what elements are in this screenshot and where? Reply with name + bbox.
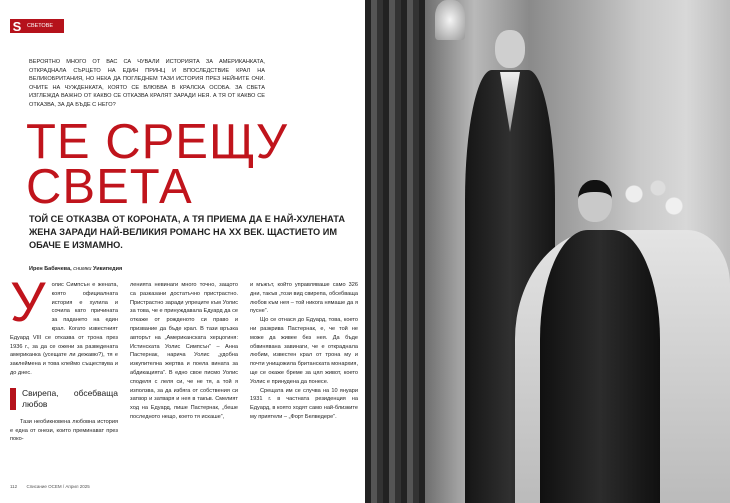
section-label: СВЕТОВЕ	[27, 23, 54, 29]
paragraph: Срещата им се случва на 10 януари 1931 г. в частната резиденция на Едуард, в която ходят само най-близките му приятели – „Форт Белведере“.	[250, 387, 358, 420]
paragraph: ленията невинаги много точно, защото са разказани достатъчно пристрастно. Пристрастно заради упреците към Уолис за това, че е принуждавала Едуард да се откаже от рожденото си право и призвание да бъде крал. В тази връзка авторът на „Американската херцогиня: Истинската Уолис Симпсън“ – Анна Пастернак, нарича Уолис „удобна изкупителна жертва и поела вината за абдикацията“. В едно свое писмо Уолис споделя с леля си, че не тя, а той я използва, за да избяга от собствения си затвор и затваря и нея в такъв. Смелият ход на Едуард, пише Пастернак, „беше последното нещо, което тя искаше“,	[130, 282, 238, 420]
headline	[26, 115, 289, 214]
article-subhead: Свирепа, обсебваща любов	[10, 388, 118, 410]
photo-couple	[365, 0, 730, 503]
paragraph: Тази необикновена любовна история е една от онези, които преминават през поко-	[10, 418, 118, 443]
article-column-1	[10, 270, 118, 444]
author: Ирен Бабачева,	[29, 266, 72, 272]
photos-label: снимки	[73, 266, 92, 272]
article-column-2	[130, 281, 238, 422]
paragraph: Що се отнася до Едуард, това, което ни разкрива Пастернак, е, че той не може да живее без нея. Да бъде обвинявана завинаги, че е откраднала любим, известен крал от трона му и почти унищожила британската монархия, ще се окаже бреме за цял живот, което Уолис е принудена да понесе.	[250, 317, 358, 385]
headline-line1: ТЕ СРЕЩУ	[26, 115, 289, 169]
curtain	[365, 0, 425, 503]
paragraph: и мъжът, който управляваше само 326 дни, такъв „този вид свирепа, обсебваща любов към нея – той никога нямаше да я пусне“.	[250, 282, 358, 315]
intro-text: ВЕРОЯТНО МНОГО ОТ ВАС СА ЧУВАЛИ ИСТОРИЯТА ЗА АМЕРИКАНКАТА, ОТКРАДНАЛА СЪРЦЕТО НА ЕДИН ПРИНЦ И ВПОСЛЕДСТВИЕ КРАЛ НА ВЕЛИКОБРИТАНИЯ, НО НЕКА ДА ПОГЛЕДНЕМ ТАЗИ ИСТОРИЯ ПРЕЗ НЕЙНИТЕ ОЧИ. ОЧИТЕ НА ЧУЖДЕНКАТА, КОЯТО СЕ ВЛЮБВА В КРАЛСКА ОСОБА. ЗА СВЕТА ИЗГЛЕЖДА ВАЖНО ОТ КАКВО СЕ ОТКАЗВА КРАЛЯТ ЗАРАДИ НЕЯ. А ТЯ ОТ КАКВО СЕ ОТКАЗВА, ЗА ДА БЪДЕ С НЕГО?	[29, 59, 265, 108]
section-tag	[10, 19, 64, 33]
page-number: 112	[10, 484, 18, 489]
page-footer	[10, 484, 98, 489]
article-column-3	[250, 281, 358, 422]
subheadline: ТОЙ СЕ ОТКАЗВА ОТ КОРОНАТА, А ТЯ ПРИЕМА ДА Е НАЙ-ХУЛЕНАТА ЖЕНА ЗАРАДИ НАЙ-ВЕЛИКИЯ РОМАНС НА XX ВЕК. ЩАСТИЕТО ИМ ОБАЧЕ Е ИЗМАМНО.	[29, 214, 345, 250]
magazine-issue: Списание ОСЕМ / Април 2025	[26, 484, 90, 489]
seated-woman	[530, 180, 670, 503]
headline-line2: СВЕТА	[26, 160, 193, 214]
photos-credit: Уикипедия	[93, 266, 123, 272]
section-logo-icon: S	[12, 18, 22, 34]
paragraph: олис Симпсън е жената, която официалната история е хулила и сочила като причината за падането на един крал. Когато известният Едуард VIII се отказва от трона през 1936 г., за да се ожени за разведената американка (усещате ли дежавю?), тя е заклеймена и това клеймо съществува и до днес.	[10, 282, 118, 376]
drop-cap: У	[10, 270, 46, 333]
